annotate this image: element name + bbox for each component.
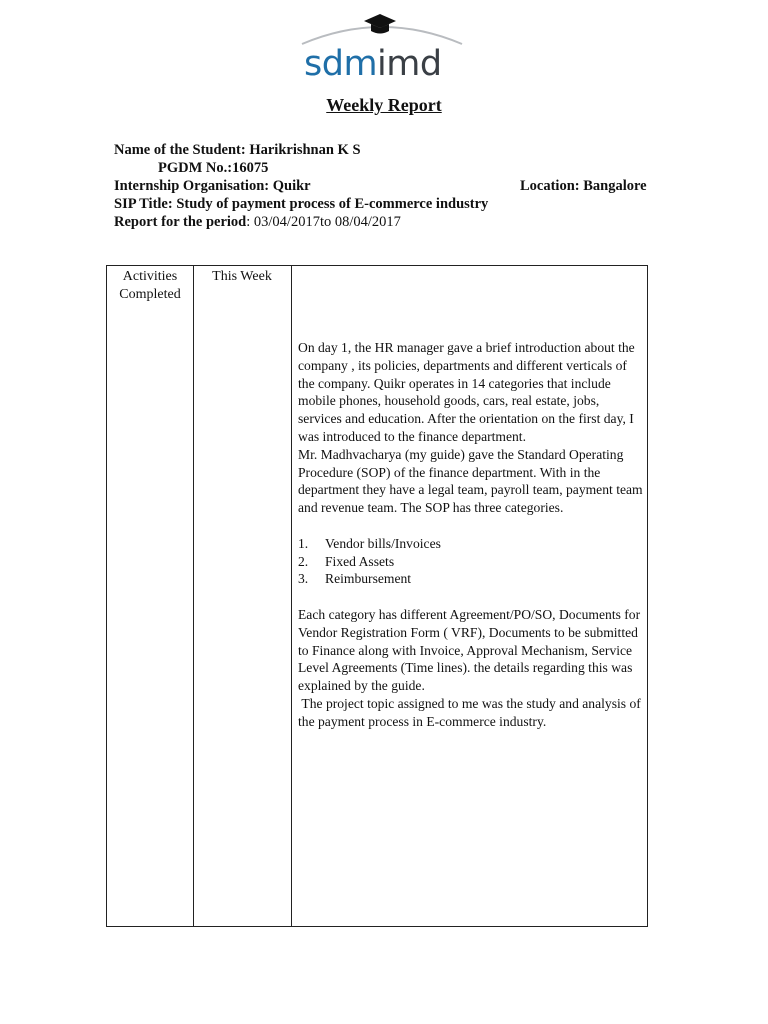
list-item: 3. Reimbursement [298, 571, 412, 587]
sip-title-value: Study of payment process of E-commerce industry [172, 196, 489, 212]
sip-title-line [114, 195, 488, 213]
activities-content [298, 339, 643, 731]
organisation-line [114, 177, 311, 195]
student-name-value: Harikrishnan K S [245, 142, 361, 158]
content-paragraph-3: Each category has different Agreement/PO/SO, Documents for Vendor Registration Form ( VRF), Documents to be submitted to Finance along with Invoice, Approval Mechanism, Service Level Agreements (Time lines). the details regarding this was explained by the guide. [298, 606, 641, 694]
report-period-value: : 03/04/2017to 08/04/2017 [246, 214, 401, 230]
sop-categories-list [298, 535, 643, 588]
sdmimd-logo [298, 14, 468, 84]
report-period-line [114, 213, 401, 231]
report-period-label: Report for the period [114, 214, 247, 230]
report-title: Weekly Report [326, 95, 442, 115]
this-week-header: This Week [212, 269, 272, 284]
activities-completed-header [107, 268, 193, 304]
student-name-label: Name of the Student: [114, 142, 246, 158]
logo-imd: imd [377, 44, 442, 84]
location-label: Location: [520, 178, 580, 194]
content-paragraph-4: The project topic assigned to me was the study and analysis of the payment process in E-commerce industry. [298, 695, 645, 729]
pgdm-value: 16075 [232, 160, 269, 176]
activities-header-line1: Activities [122, 269, 178, 284]
table-column-divider-2 [291, 266, 292, 926]
activities-table [106, 265, 648, 927]
organisation-value: Quikr [269, 178, 311, 194]
content-paragraph-1: On day 1, the HR manager gave a brief introduction about the company , its policies, departments and different verticals of the company. Quikr operates in 14 categories that include mobile phones, household goods, cars, real estate, jobs, services and education. After the orientation on the first day, I was introduced to the finance department. [298, 340, 635, 444]
sip-title-label: SIP Title: [114, 196, 173, 212]
pgdm-label: PGDM No.: [158, 160, 233, 176]
student-name-line [114, 141, 361, 159]
activities-header-line2: Completed [119, 287, 181, 302]
list-item: 1. Vendor bills/Invoices [298, 535, 441, 551]
logo-sdm: sdm [304, 44, 378, 84]
list-item: 2. Fixed Assets [298, 553, 395, 569]
location-line [520, 177, 647, 195]
content-paragraph-2: Mr. Madhvacharya (my guide) gave the Standard Operating Procedure (SOP) of the finance department. With in the department they have a legal team, payroll team, payment team and revenue team. The SOP has three categories. [298, 446, 643, 516]
pgdm-line [158, 159, 268, 177]
location-value: Bangalore [579, 178, 647, 194]
logo-wordmark [304, 44, 442, 84]
table-column-divider-1 [193, 266, 194, 926]
organisation-label: Internship Organisation: [114, 178, 270, 194]
